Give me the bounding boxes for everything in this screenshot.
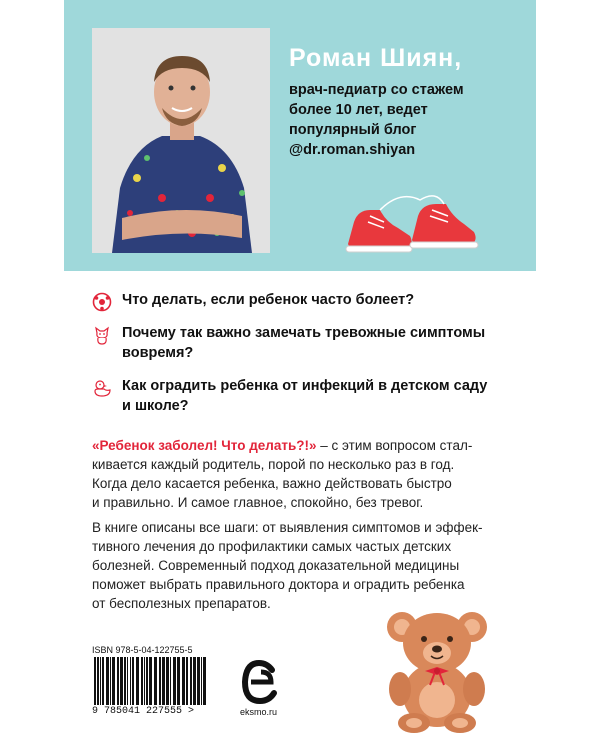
author-description-line: врач-педиатр со стажем bbox=[289, 82, 464, 98]
description-line: тивного лечения до профилактики самых частых детских bbox=[92, 539, 452, 554]
question-line: вовремя? bbox=[122, 345, 194, 361]
question-line: и школе? bbox=[122, 398, 189, 414]
description-line: поможет выбрать правильного доктора и оградить ребенка bbox=[92, 577, 465, 592]
author-description-line: более 10 лет, ведет bbox=[289, 102, 428, 118]
author-photo bbox=[92, 28, 270, 253]
author-description-line: @dr.roman.shiyan bbox=[289, 142, 416, 158]
intro-line-tail: – с этим вопросом стал- bbox=[316, 438, 473, 453]
sneakers-icon bbox=[340, 186, 480, 266]
author-portrait-illustration bbox=[92, 28, 270, 253]
description-paragraph bbox=[92, 518, 512, 613]
intro-highlight: «Ребенок заболел! Что делать?!» bbox=[92, 438, 317, 453]
question-line: Как оградить ребенка от инфекций в детском саду bbox=[122, 378, 488, 394]
question-item bbox=[92, 323, 532, 363]
question-line: Что делать, если ребенок часто болеет? bbox=[122, 292, 415, 308]
publisher-site: eksmo.ru bbox=[240, 707, 278, 717]
isbn-label: ISBN 978-5-04-122755-5 bbox=[92, 645, 193, 655]
intro-line: и правильно. И самое главное, спокойно, без тревог. bbox=[92, 495, 424, 510]
question-item bbox=[92, 290, 532, 310]
teddy-bear-icon bbox=[378, 605, 496, 733]
question-list bbox=[92, 290, 532, 429]
author-description bbox=[289, 80, 529, 160]
intro-paragraph bbox=[92, 436, 512, 512]
barcode-number: 9 785041 227555 > bbox=[92, 706, 195, 717]
author-name: Роман Шиян, bbox=[289, 44, 463, 72]
ball-icon bbox=[92, 292, 112, 312]
description-line: болезней. Современный подход доказательной медицины bbox=[92, 558, 460, 573]
description-line: от бесполезных препаратов. bbox=[92, 596, 271, 611]
question-line: Почему так важно замечать тревожные симптомы bbox=[122, 325, 486, 341]
duck-toy-icon bbox=[92, 378, 112, 398]
barcode-icon bbox=[92, 657, 210, 705]
author-description-line: популярный блог bbox=[289, 122, 417, 138]
cat-toy-icon bbox=[92, 325, 112, 345]
question-item bbox=[92, 376, 532, 416]
intro-line bbox=[92, 436, 512, 455]
intro-line: кивается каждый родитель, порой по несколько раз в год. bbox=[92, 457, 455, 472]
eksmo-logo-icon bbox=[241, 660, 279, 704]
description-line: В книге описаны все шаги: от выявления симптомов и эффек- bbox=[92, 520, 483, 535]
intro-line: Когда дело касается ребенка, важно действовать быстро bbox=[92, 476, 452, 491]
